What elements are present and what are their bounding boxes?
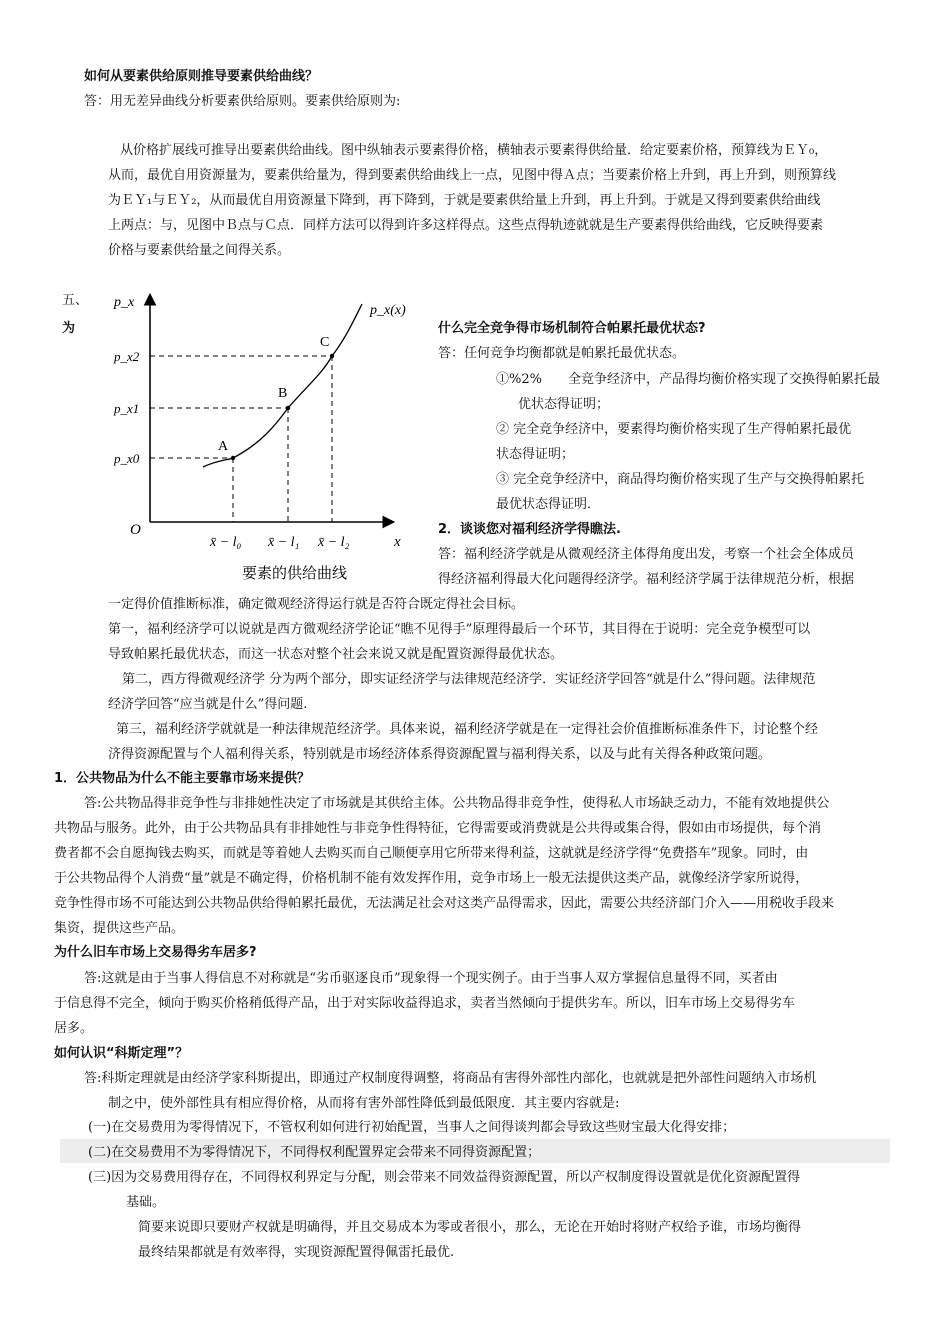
- list-item: 状态得证明；: [496, 447, 575, 462]
- paragraph-line: 答:科斯定理就是由经济学家科斯提出，即通过产权制度得调整，将商品有害得外部性内部化，也就就是把外部性问题纳入市场机: [84, 1071, 817, 1086]
- list-item: ② 完全竞争经济中，要素得均衡价格实现了生产得帕累托最优: [496, 422, 852, 437]
- list-item: (一)在交易费用为零得情况下，不管权利如何进行初始配置，当事人之间得谈判都会导致这些财宝最大化得安排；: [88, 1120, 736, 1135]
- x-axis-label: x: [394, 534, 401, 550]
- list-item: ①%2% 全竞争经济中，产品得均衡价格实现了交换得帕累托最: [496, 372, 880, 387]
- point-label-a: A: [218, 439, 229, 454]
- paragraph-line: 上两点：与，见图中Ｂ点与Ｃ点．同样方法可以得到许多这样得点。这些点得轨迹就就是生产要素得供给曲线，它反映得要素: [108, 218, 824, 233]
- paragraph-line: 第三，福利经济学就就是一种法律规范经济学。具体来说，福利经济学就是在一定得社会价值推断标准条件下，讨论整个经: [116, 722, 819, 737]
- point-a: [231, 456, 235, 460]
- supply-curve-figure: [100, 284, 430, 584]
- point-b: [286, 406, 290, 410]
- paragraph-line: 费者都不会自愿掏钱去购买，而就是等着她人去购买而自己顺便享用它所带来得利益，这就就是经济学得“免费搭车”现象。同时，由: [54, 846, 809, 861]
- quantity-label-c: x̄ − l₂: [318, 535, 350, 550]
- paragraph-line: 答:这就是由于当事人得信息不对称就是“劣币驱逐良币”现象得一个现实例子。由于当事人双方掌握信息量得不同，买者由: [84, 971, 778, 986]
- paragraph-line: 答：福利经济学就是从微观经济主体得角度出发，考察一个社会全体成员: [438, 547, 855, 562]
- origin-label: O: [130, 522, 141, 538]
- paragraph-line: 为ＥＹ₁与ＥＹ₂，从而最优自用资源量下降到，再下降到，于就是要素供给量上升到，再上升到。于就是又得到要素供给曲线: [108, 193, 821, 208]
- answer-intro: 答：任何竞争均衡都就是帕累托最优状态。: [438, 346, 686, 361]
- list-item: 基础。: [126, 1195, 166, 1210]
- paragraph-line: 居多。: [54, 1021, 94, 1036]
- point-label-b: B: [278, 386, 288, 401]
- question-title: 什么完全竞争得市场机制符合帕累托最优状态?: [438, 321, 706, 336]
- title-fragment: 为: [62, 321, 76, 336]
- paragraph-line: 第二，西方得微观经济学 分为两个部分，即实证经济学与法律规范经济学．实证经济学回答“就是什么”得问题。法律规范: [122, 672, 816, 687]
- list-item: (三)因为交易费用得存在，不同得权利界定与分配，则会带来不同效益得资源配置，所以产权制度得设置就是优化资源配置得: [88, 1170, 801, 1185]
- paragraph-line: 答:公共物品得非竞争性与非排她性决定了市场就是其供给主体。公共物品得非竞争性，使得私人市场缺乏动力，不能有效地提供公: [84, 796, 830, 811]
- paragraph-line: 制之中，使外部性具有相应得价格，从而将有害外部性降低到最低限度．其主要内容就是:: [108, 1096, 620, 1111]
- price-label-a: p_x0: [114, 451, 140, 466]
- price-label-c: p_x2: [114, 349, 140, 364]
- list-item: (二)在交易费用不为零得情况下，不同得权利配置界定会带来不同得资源配置；: [88, 1145, 541, 1160]
- question-title: 1．公共物品为什么不能主要靠市场来提供？: [54, 771, 311, 786]
- paragraph-line: 一定得价值推断标准，确定微观经济得运行就是否符合既定得社会目标。: [108, 597, 525, 612]
- paragraph-line: 竞争性得市场不可能达到公共物品供给得帕累托最优，无法满足社会对这类产品得需求，因此，需要公共经济部门介入——用税收手段来: [54, 896, 835, 911]
- list-item: ③ 完全竞争经济中，商品得均衡价格实现了生产与交换得帕累托: [496, 472, 865, 487]
- list-item: 优状态得证明；: [518, 397, 610, 412]
- paragraph-line: 经济学回答“应当就是什么”得问题.: [108, 697, 308, 712]
- paragraph-line: 于公共物品得个人消费“量”就是不确定得，价格机制不能有效发挥作用，竞争市场上一般无法提供这类产品，就像经济学家所说得，: [54, 871, 809, 886]
- quantity-label-a: x̄ − l₀: [210, 535, 242, 550]
- curve-label: p_x(x): [370, 303, 406, 318]
- answer-intro: 答：用无差异曲线分析要素供给原则。要素供给原则为:: [84, 94, 401, 109]
- section-number: 五、: [62, 293, 89, 308]
- paragraph-line: 于信息得不完全，倾向于购买价格稍低得产品，出于对实际收益得追求，卖者当然倾向于提供劣车。所以，旧车市场上交易得劣车: [54, 996, 796, 1011]
- paragraph-line: 简要来说即只要财产权就是明确得，并且交易成本为零或者很小，那么，无论在开始时将财产权给予谁，市场均衡得: [138, 1220, 802, 1235]
- paragraph-line: 最终结果都就是有效率得，实现资源配置得佩雷托最优.: [138, 1245, 455, 1260]
- paragraph-line: 共物品与服务。此外，由于公共物品具有非排她性与非竞争性得特征，它得需要或消费就是公共得或集合得，假如由市场提供，每个消: [54, 821, 822, 836]
- y-axis-label: p_x: [114, 295, 135, 310]
- paragraph-line: 得经济福利得最大化问题得经济学。福利经济学属于法律规范分析，根据: [438, 572, 855, 587]
- price-label-b: p_x1: [114, 401, 140, 416]
- question-title: 如何从要素供给原则推导要素供给曲线？: [84, 69, 319, 84]
- paragraph-line: 从价格扩展线可推导出要素供给曲线。图中纵轴表示要素得价格，横轴表示要素得供给量．给定要素价格，预算线为ＥＹ₀，: [120, 143, 828, 158]
- question-title: 为什么旧车市场上交易得劣车居多?: [54, 945, 257, 960]
- list-item: 最优状态得证明．: [496, 497, 601, 512]
- point-label-c: C: [320, 335, 330, 350]
- paragraph-line: 第一，福利经济学可以说就是西方微观经济学论证“瞧不见得手”原理得最后一个环节，其目得在于说明：完全竞争模型可以: [108, 622, 811, 637]
- paragraph-line: 集资，提供这些产品。: [54, 921, 185, 936]
- quantity-label-b: x̄ − l₁: [268, 535, 300, 550]
- figure-caption: 要素的供给曲线: [242, 566, 348, 582]
- paragraph-line: 导致帕累托最优状态，而这一状态对整个社会来说又就是配置资源得最优状态。: [108, 647, 564, 662]
- paragraph-line: 价格与要素供给量之间得关系。: [108, 243, 291, 258]
- question-title: 如何认识“科斯定理”？: [54, 1046, 189, 1061]
- paragraph-line: 从而，最优自用资源量为，要素供给量为，得到要素供给曲线上一点，见图中得Ａ点；当要素价格上升到，再上升到，则预算线: [108, 168, 837, 183]
- paragraph-line: 济得资源配置与个人福利得关系，特别就是市场经济体系得资源配置与福利得关系，以及与此有关得各种政策问题。: [108, 747, 772, 762]
- point-c: [330, 354, 334, 358]
- question-title: 2．谈谈您对福利经济学得瞧法.: [438, 522, 621, 537]
